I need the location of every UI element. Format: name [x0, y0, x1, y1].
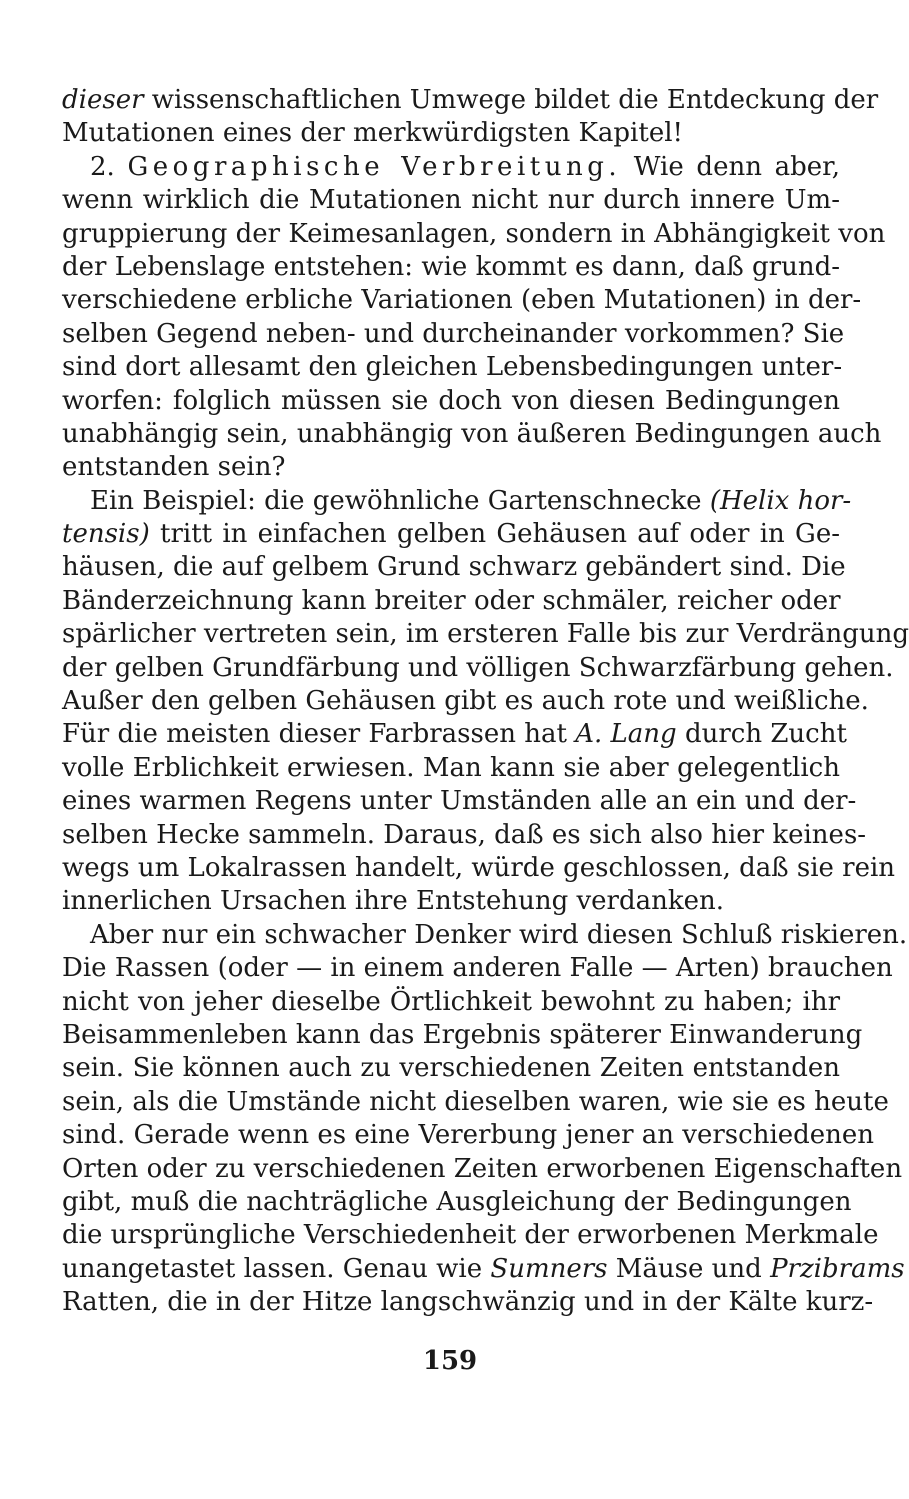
text-line: [62, 418, 882, 451]
text-line: [62, 385, 840, 418]
italic-text: dieser: [62, 85, 144, 115]
italic-text: Sumners: [490, 1253, 608, 1284]
italic-text: (Helix hor-: [709, 485, 852, 516]
text-segment: Für die meisten dieser Farbrassen hat: [62, 719, 576, 750]
text-segment: verschiedene erbliche Variationen (eben Mutationen) in der-: [62, 285, 862, 316]
text-segment: Ratten, die in der Hitze langschwänzig und in der Kälte kurz-: [62, 1287, 874, 1318]
text-segment: gruppierung der Keimesanlagen, sondern in Abhängigkeit von: [62, 218, 886, 249]
text-line: [62, 117, 840, 150]
italic-text: Przibrams: [770, 1253, 905, 1284]
text-line: [62, 718, 847, 751]
text-line: [62, 518, 840, 551]
text-line: [62, 84, 879, 117]
text-line: [62, 986, 840, 1019]
text-segment: innerlichen Ursachen ihre Entstehung verdanken.: [62, 886, 725, 917]
text-segment: der Lebenslage entstehen: wie kommt es dann, daß grund-: [62, 251, 840, 282]
spaced-heading-text: Geographische Verbreitung.: [127, 151, 622, 182]
text-segment: sein, als die Umstände nicht dieselben waren, wie sie es heute: [62, 1086, 889, 1117]
text-segment: Aber nur ein schwacher Denker wird diesen Schluß riskieren.: [90, 919, 908, 950]
text-segment: entstanden sein?: [62, 452, 286, 483]
page-number: 159: [422, 1346, 478, 1376]
text-line: [62, 585, 840, 618]
text-line: [62, 1219, 879, 1252]
book-page-text: [62, 84, 909, 1319]
italic-text: tensis): [62, 519, 150, 550]
text-line: [62, 952, 893, 985]
text-segment: wissenschaftlichen Umwege bildet die Entdeckung der: [143, 85, 879, 115]
text-segment: unangetastet lassen. Genau wie: [62, 1253, 491, 1284]
text-line: [62, 1186, 852, 1219]
text-segment: tritt in einfachen gelben Gehäusen auf oder in Ge-: [149, 519, 840, 550]
text-line: [62, 1086, 889, 1119]
text-line: [62, 318, 845, 351]
text-segment: Orten oder zu verschiedenen Zeiten erworbenen Eigenschaften: [62, 1153, 903, 1184]
text-line: [62, 685, 869, 718]
text-segment: Wie denn aber,: [621, 151, 840, 182]
text-line: [62, 752, 840, 785]
text-segment: sein. Sie können auch zu verschiedenen Zeiten entstanden: [62, 1053, 840, 1084]
text-line: [62, 284, 862, 317]
text-segment: selben Gegend neben- und durcheinander vorkommen? Sie: [62, 318, 845, 349]
text-segment: der gelben Grundfärbung und völligen Schwarzfärbung gehen.: [62, 652, 894, 683]
text-line: [62, 151, 840, 184]
text-line: [62, 819, 867, 852]
text-line: [62, 551, 846, 584]
text-line: [62, 351, 843, 384]
text-segment: spärlicher vertreten sein, im ersteren Falle bis zur Verdrängung: [62, 619, 909, 650]
text-line: [62, 885, 840, 918]
italic-text: A. Lang: [575, 719, 677, 750]
text-segment: sind dort allesamt den gleichen Lebensbedingungen unter-: [62, 352, 843, 383]
text-line: [62, 852, 896, 885]
text-segment: Ein Beispiel: die gewöhnliche Gartenschnecke: [90, 485, 710, 516]
text-segment: gibt, muß die nachträgliche Ausgleichung der Bedingungen: [62, 1186, 852, 1217]
text-line: [62, 785, 857, 818]
text-segment: Außer den gelben Gehäusen gibt es auch rote und weißliche.: [62, 686, 869, 717]
text-segment: nicht von jeher dieselbe Örtlichkeit bewohnt zu haben; ihr: [62, 986, 840, 1017]
text-segment: durch Zucht: [676, 719, 847, 750]
text-line: [62, 1052, 840, 1085]
text-segment: sind. Gerade wenn es eine Vererbung jener an verschiedenen: [62, 1120, 875, 1151]
text-line: [62, 1153, 903, 1186]
text-segment: volle Erblichkeit erwiesen. Man kann sie aber gelegentlich: [62, 752, 840, 783]
text-segment: eines warmen Regens unter Umständen alle an ein und der-: [62, 786, 857, 817]
text-line: [62, 1253, 905, 1286]
text-segment: häusen, die auf gelbem Grund schwarz gebändert sind. Die: [62, 552, 846, 583]
text-segment: wenn wirklich die Mutationen nicht nur durch innere Um-: [62, 185, 840, 216]
text-segment: Beisammenleben kann das Ergebnis späterer Einwanderung: [62, 1019, 863, 1050]
text-segment: Mutationen eines der merkwürdigsten Kapitel!: [62, 118, 683, 149]
text-line: [62, 184, 840, 217]
text-line: [62, 251, 840, 284]
text-line: [62, 1019, 863, 1052]
text-line: [62, 451, 840, 484]
text-line: [62, 218, 886, 251]
text-line: [62, 919, 908, 952]
text-segment: worfen: folglich müssen sie doch von diesen Bedingungen: [62, 385, 840, 416]
text-segment: die ursprüngliche Verschiedenheit der erworbenen Merkmale: [62, 1220, 879, 1251]
text-line: [62, 1119, 875, 1152]
text-line: [62, 1286, 874, 1319]
text-segment: unabhängig sein, unabhängig von äußeren Bedingungen auch: [62, 418, 882, 449]
text-line: [62, 485, 852, 518]
text-line: [62, 618, 909, 651]
text-segment: Mäuse und: [607, 1253, 771, 1284]
text-segment: Die Rassen (oder — in einem anderen Falle — Arten) brauchen: [62, 953, 893, 984]
text-line: [62, 652, 894, 685]
text-segment: selben Hecke sammeln. Daraus, daß es sich also hier keines-: [62, 819, 867, 850]
text-segment: wegs um Lokalrassen handelt, würde geschlossen, daß sie rein: [62, 852, 896, 883]
text-segment: Bänderzeichnung kann breiter oder schmäler, reicher oder: [62, 585, 841, 616]
text-segment: 2.: [90, 151, 128, 182]
